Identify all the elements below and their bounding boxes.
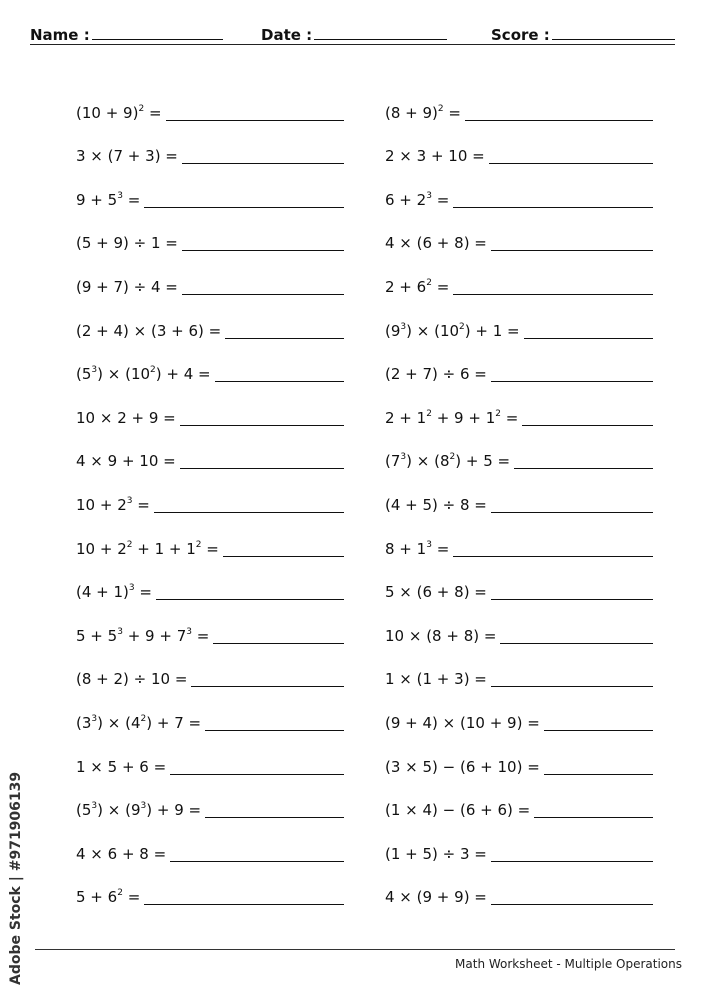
name-blank[interactable] (92, 39, 223, 40)
answer-blank[interactable] (144, 207, 344, 208)
problem-row (76, 516, 344, 560)
answer-blank[interactable] (223, 556, 344, 557)
problem-row (76, 298, 344, 342)
problem-row (76, 385, 344, 429)
problem-expression: (8 + 2) ÷ 10 = (76, 670, 188, 689)
answer-blank[interactable] (205, 817, 344, 818)
problem-expression: 4 × (6 + 8) = (385, 234, 487, 253)
answer-blank[interactable] (182, 250, 344, 251)
answer-blank[interactable] (453, 294, 653, 295)
answer-blank[interactable] (453, 207, 653, 208)
problem-row (385, 80, 653, 124)
problem-expression: (2 + 4) × (3 + 6) = (76, 321, 222, 340)
problem-column-right (385, 80, 653, 908)
problem-row (385, 342, 653, 386)
problem-expression: $2 + 1^2 + 9 + 1^2$ = (385, 408, 519, 427)
problem-expression: $(7^3) \times (8^2) + 5$ = (385, 452, 511, 471)
problem-expression: $10 + 2^3$ = (76, 495, 150, 514)
answer-blank[interactable] (170, 861, 344, 862)
answer-blank[interactable] (453, 556, 653, 557)
answer-blank[interactable] (166, 120, 344, 121)
problem-row (385, 560, 653, 604)
problem-row (76, 560, 344, 604)
answer-blank[interactable] (514, 468, 653, 469)
answer-blank[interactable] (491, 512, 653, 513)
problem-expression: 4 × 9 + 10 = (76, 452, 176, 471)
answer-blank[interactable] (534, 817, 653, 818)
problem-expression: $(5^3) \times (10^2) + 4$ = (76, 365, 211, 384)
problem-expression: $5 + 5^3 + 9 + 7^3$ = (76, 626, 210, 645)
answer-blank[interactable] (170, 774, 344, 775)
answer-blank[interactable] (213, 643, 344, 644)
problem-row (76, 778, 344, 822)
problem-row (76, 80, 344, 124)
problem-expression: (2 + 7) ÷ 6 = (385, 365, 487, 384)
score-field[interactable] (491, 26, 675, 44)
answer-blank[interactable] (491, 861, 653, 862)
problem-row (385, 124, 653, 168)
problem-expression: $(4 + 1)^3$ = (76, 583, 152, 602)
problem-row (385, 472, 653, 516)
worksheet-title: Math Worksheet - Multiple Operations (455, 957, 682, 971)
answer-blank[interactable] (465, 120, 653, 121)
problem-row (76, 734, 344, 778)
problem-row (76, 603, 344, 647)
answer-blank[interactable] (522, 425, 653, 426)
problem-expression: $2 + 6^2$ = (385, 277, 450, 296)
problem-row (76, 124, 344, 168)
problem-expression: (3 × 5) − (6 + 10) = (385, 757, 540, 776)
problem-row (385, 821, 653, 865)
answer-blank[interactable] (491, 904, 653, 905)
problem-row (385, 647, 653, 691)
answer-blank[interactable] (491, 686, 653, 687)
problem-row (385, 865, 653, 909)
answer-blank[interactable] (500, 643, 653, 644)
problem-column-left (76, 80, 344, 908)
problem-expression: (9 + 4) × (10 + 9) = (385, 713, 540, 732)
answer-blank[interactable] (524, 338, 653, 339)
problem-expression: (9 + 7) ÷ 4 = (76, 277, 178, 296)
score-label: Score : (491, 26, 550, 44)
problem-expression: (4 + 5) ÷ 8 = (385, 495, 487, 514)
answer-blank[interactable] (215, 381, 344, 382)
problem-expression: 2 × 3 + 10 = (385, 147, 485, 166)
stock-watermark: Adobe Stock | #971906139 (8, 771, 24, 985)
answer-blank[interactable] (205, 730, 344, 731)
problem-expression: $(9^3) \times (10^2) + 1$ = (385, 321, 520, 340)
problem-expression: $(8 + 9)^2$ = (385, 103, 461, 122)
problem-row (385, 690, 653, 734)
problem-expression: $(3^3) \times (4^2) + 7$ = (76, 713, 202, 732)
problem-expression: (1 × 4) − (6 + 6) = (385, 801, 531, 820)
problem-expression: $10 + 2^2 + 1 + 1^2$ = (76, 539, 219, 558)
problem-row (76, 472, 344, 516)
problem-expression: $(5^3) \times (9^3) + 9$ = (76, 801, 202, 820)
problem-row (76, 821, 344, 865)
name-field[interactable] (30, 26, 223, 44)
problem-row (385, 516, 653, 560)
problem-expression: 1 × 5 + 6 = (76, 757, 167, 776)
answer-blank[interactable] (182, 163, 344, 164)
problem-expression: 4 × 6 + 8 = (76, 844, 167, 863)
answer-blank[interactable] (154, 512, 344, 513)
problem-row (385, 254, 653, 298)
date-field[interactable] (261, 26, 491, 44)
problem-expression: (5 + 9) ÷ 1 = (76, 234, 178, 253)
answer-blank[interactable] (225, 338, 344, 339)
problem-expression: 10 × 2 + 9 = (76, 408, 176, 427)
problem-row (76, 254, 344, 298)
answer-blank[interactable] (156, 599, 344, 600)
problem-expression: $8 + 1^3$ = (385, 539, 450, 558)
problem-row (76, 647, 344, 691)
problem-expression: (1 + 5) ÷ 3 = (385, 844, 487, 863)
problem-expression: $6 + 2^3$ = (385, 190, 450, 209)
problem-row (385, 734, 653, 778)
problem-expression: $(10 + 9)^2$ = (76, 103, 162, 122)
date-label: Date : (261, 26, 313, 44)
problem-row (385, 429, 653, 473)
answer-blank[interactable] (544, 730, 653, 731)
score-blank[interactable] (552, 39, 675, 40)
problem-row (76, 865, 344, 909)
header-divider (30, 44, 675, 45)
answer-blank[interactable] (191, 686, 344, 687)
problem-row (76, 429, 344, 473)
problem-expression: 4 × (9 + 9) = (385, 888, 487, 907)
problem-expression: 10 × (8 + 8) = (385, 626, 497, 645)
answer-blank[interactable] (182, 294, 344, 295)
problem-expression: 3 × (7 + 3) = (76, 147, 178, 166)
problem-row (76, 342, 344, 386)
answer-blank[interactable] (491, 250, 653, 251)
name-label: Name : (30, 26, 90, 44)
answer-blank[interactable] (180, 425, 344, 426)
footer-divider (35, 949, 675, 950)
answer-blank[interactable] (144, 904, 344, 905)
problem-row (385, 385, 653, 429)
problem-row (385, 167, 653, 211)
problem-expression: $5 + 6^2$ = (76, 888, 141, 907)
problem-row (76, 690, 344, 734)
problem-row (385, 211, 653, 255)
answer-blank[interactable] (180, 468, 344, 469)
date-blank[interactable] (314, 39, 447, 40)
worksheet-header (30, 22, 675, 44)
problem-row (385, 603, 653, 647)
problem-row (76, 167, 344, 211)
answer-blank[interactable] (544, 774, 653, 775)
problem-expression: 1 × (1 + 3) = (385, 670, 487, 689)
problem-row (385, 778, 653, 822)
problem-expression: 5 × (6 + 8) = (385, 583, 487, 602)
answer-blank[interactable] (489, 163, 653, 164)
answer-blank[interactable] (491, 599, 653, 600)
answer-blank[interactable] (491, 381, 653, 382)
problem-row (385, 298, 653, 342)
problem-expression: $9 + 5^3$ = (76, 190, 141, 209)
problem-row (76, 211, 344, 255)
